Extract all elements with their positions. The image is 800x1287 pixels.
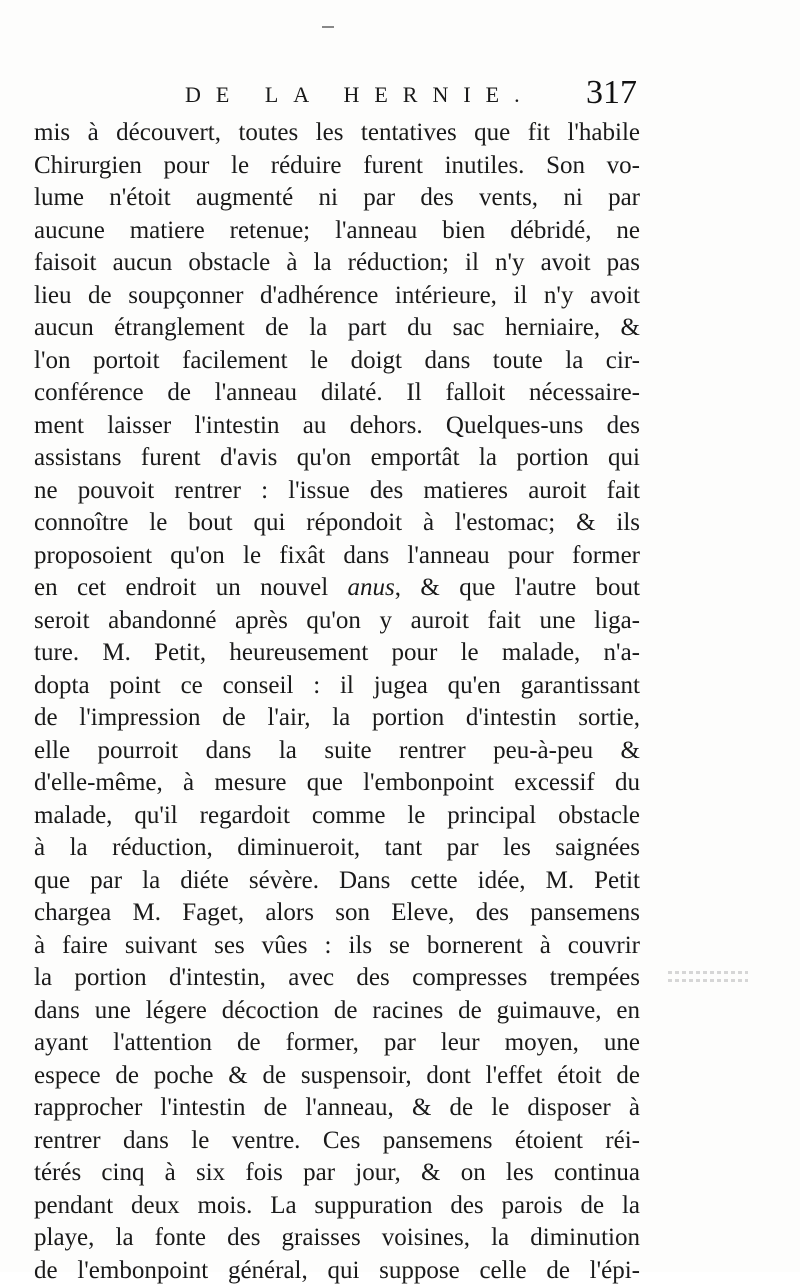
text-line: mis à découvert, toutes les tentatives que fit l'habile bbox=[34, 117, 640, 150]
text-line: à faire suivant ses vûes : ils se bornerent à couvrir bbox=[34, 930, 640, 963]
text-line: ture. M. Petit, heureusement pour le malade, n'a- bbox=[34, 637, 640, 670]
text-line: rapprocher l'intestin de l'anneau, & de le disposer à bbox=[34, 1092, 640, 1125]
text-line: ayant l'attention de former, par leur moyen, une bbox=[34, 1027, 640, 1060]
body-text bbox=[34, 117, 640, 1287]
text-line: ment laisser l'intestin au dehors. Quelques-uns des bbox=[34, 410, 640, 443]
text-line: chargea M. Faget, alors son Eleve, des pansemens bbox=[34, 897, 640, 930]
text-line: ne pouvoit rentrer : l'issue des matieres auroit fait bbox=[34, 475, 640, 508]
text-line: playe, la fonte des graisses voisines, la diminution bbox=[34, 1222, 640, 1255]
text-line: assistans furent d'avis qu'on emportât la portion qui bbox=[34, 442, 640, 475]
text-line: à la réduction, diminueroit, tant par les saignées bbox=[34, 832, 640, 865]
text-line: conférence de l'anneau dilaté. Il falloit nécessaire- bbox=[34, 377, 640, 410]
text-line: d'elle-même, à mesure que l'embonpoint excessif du bbox=[34, 767, 640, 800]
page-number: 317 bbox=[586, 74, 637, 112]
text-line: seroit abandonné après qu'on y auroit fait une liga- bbox=[34, 605, 640, 638]
text-line: elle pourroit dans la suite rentrer peu-à-peu & bbox=[34, 735, 640, 768]
running-head bbox=[0, 78, 800, 118]
text-line: Chirurgien pour le réduire furent inutiles. Son vo- bbox=[34, 150, 640, 183]
text-line: pendant deux mois. La suppuration des parois de la bbox=[34, 1190, 640, 1223]
text-line: aucune matiere retenue; l'anneau bien débridé, ne bbox=[34, 215, 640, 248]
text-line: lume n'étoit augmenté ni par des vents, ni par bbox=[34, 182, 640, 215]
text-line: faisoit aucun obstacle à la réduction; il n'y avoit pas bbox=[34, 247, 640, 280]
text-line: rentrer dans le ventre. Ces pansemens étoient réi- bbox=[34, 1125, 640, 1158]
text-line: l'on portoit facilement le doigt dans toute la cir- bbox=[34, 345, 640, 378]
text-line: malade, qu'il regardoit comme le principal obstacle bbox=[34, 800, 640, 833]
text-line: térés cinq à six fois par jour, & on les continua bbox=[34, 1157, 640, 1190]
text-line: espece de poche & de suspensoir, dont l'effet étoit de bbox=[34, 1060, 640, 1093]
italic-word: anus bbox=[348, 574, 395, 601]
margin-bleed-through bbox=[668, 966, 748, 987]
text-line: dans une légere décoction de racines de guimauve, en bbox=[34, 995, 640, 1028]
running-title: DE LA HERNIE. bbox=[185, 82, 535, 108]
text-line: connoître le bout qui répondoit à l'estomac; & ils bbox=[34, 507, 640, 540]
text-line: dopta point ce conseil : il jugea qu'en garantissant bbox=[34, 670, 640, 703]
text-line: proposoient qu'on le fixât dans l'anneau pour former bbox=[34, 540, 640, 573]
top-edge-mark bbox=[322, 26, 334, 28]
text-line: lieu de soupçonner d'adhérence intérieure, il n'y avoit bbox=[34, 280, 640, 313]
text-line: de l'impression de l'air, la portion d'intestin sortie, bbox=[34, 702, 640, 735]
text-line: la portion d'intestin, avec des compresses trempées bbox=[34, 962, 640, 995]
text-line: en cet endroit un nouvel anus, & que l'autre bout bbox=[34, 572, 640, 605]
text-line: aucun étranglement de la part du sac herniaire, & bbox=[34, 312, 640, 345]
text-line: de l'embonpoint général, qui suppose celle de l'épi- bbox=[34, 1255, 640, 1287]
text-line: que par la diéte sévère. Dans cette idée, M. Petit bbox=[34, 865, 640, 898]
